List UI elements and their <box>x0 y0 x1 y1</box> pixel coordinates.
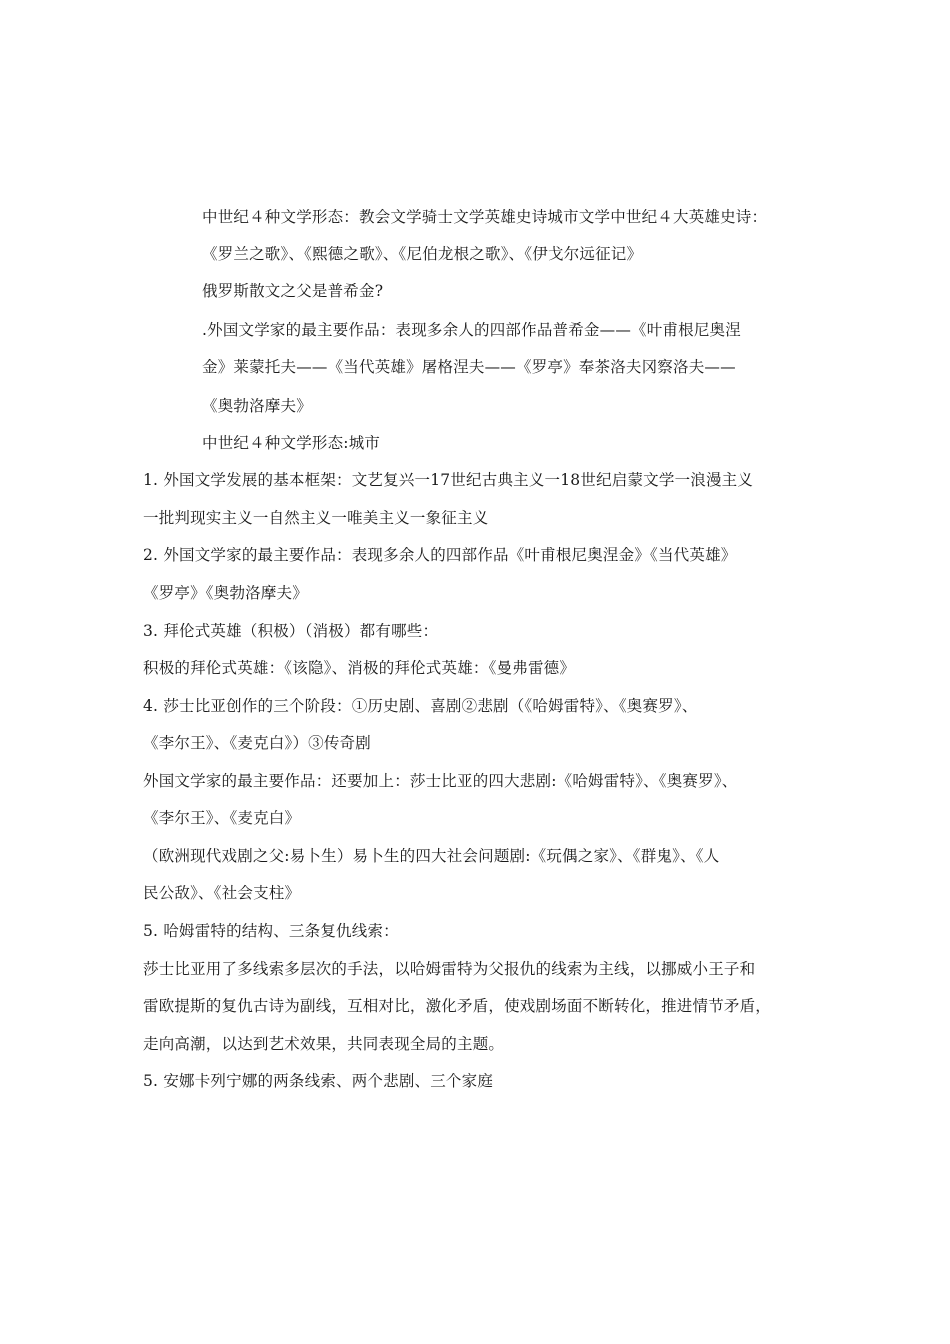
text-line: 一批判现实主义一自然主义一唯美主义一象征主义 <box>143 509 489 527</box>
text-line: 5. 哈姆雷特的结构、三条复仇线索： <box>143 922 399 940</box>
text-line: 《李尔王》、《麦克白》）③传奇剧 <box>143 734 371 752</box>
text-line: 外国文学家的最主要作品：还要加上：莎士比亚的四大悲剧:《哈姆雷特》、《奥赛罗》、 <box>143 772 738 790</box>
text-line: 《罗亭》《奥勃洛摩夫》 <box>143 584 308 602</box>
text-line: 5. 安娜卡列宁娜的两条线索、两个悲剧、三个家庭 <box>143 1072 494 1090</box>
text-line: 1. 外国文学发展的基本框架：文艺复兴一17世纪古典主义一18世纪启蒙文学一浪漫主义 <box>143 471 754 489</box>
text-line: 俄罗斯散文之父是普希金? <box>202 282 384 300</box>
text-line: 4. 莎士比亚创作的三个阶段：①历史剧、喜剧②悲剧（《哈姆雷特》、《奥赛罗》、 <box>143 697 698 715</box>
text-line: 《奥勃洛摩夫》 <box>202 397 312 415</box>
text-line: 莎士比亚用了多线索多层次的手法，以哈姆雷特为父报仇的线索为主线，以挪威小王子和 <box>143 960 756 978</box>
text-line: .外国文学家的最主要作品：表现多余人的四部作品普希金——《叶甫根尼奥涅 <box>202 321 741 339</box>
text-line: 走向高潮，以达到艺术效果，共同表现全局的主题。 <box>143 1035 505 1053</box>
text-line: 中世纪４种文学形态：教会文学骑士文学英雄史诗城市文学中世纪４大英雄史诗： <box>202 208 768 226</box>
text-line: 金》莱蒙托夫——《当代英雄》屠格涅夫——《罗亭》奉茶洛夫冈察洛夫—— <box>202 358 736 376</box>
text-line: 2. 外国文学家的最主要作品：表现多余人的四部作品《叶甫根尼奥涅金》《当代英雄》 <box>143 546 737 564</box>
text-line: 积极的拜伦式英雄：《该隐》、消极的拜伦式英雄：《曼弗雷德》 <box>143 659 576 677</box>
text-line: 雷欧提斯的复仇古诗为副线，互相对比，激化矛盾，使戏剧场面不断转化，推进情节矛盾， <box>143 997 772 1015</box>
text-line: 3. 拜伦式英雄（积极）（消极）都有哪些： <box>143 622 439 640</box>
text-line: 《李尔王》、《麦克白》 <box>143 809 301 827</box>
text-line: 《罗兰之歌》、《熙德之歌》、《尼伯龙根之歌》、《伊戈尔远征记》 <box>202 245 643 263</box>
text-line: 民公敌》、《社会支柱》 <box>143 884 301 902</box>
text-line: 中世纪４种文学形态:城市 <box>202 434 381 452</box>
text-line: （欧洲现代戏剧之父:易卜生）易卜生的四大社会问题剧:《玩偶之家》、《群鬼》、《人 <box>143 847 720 865</box>
